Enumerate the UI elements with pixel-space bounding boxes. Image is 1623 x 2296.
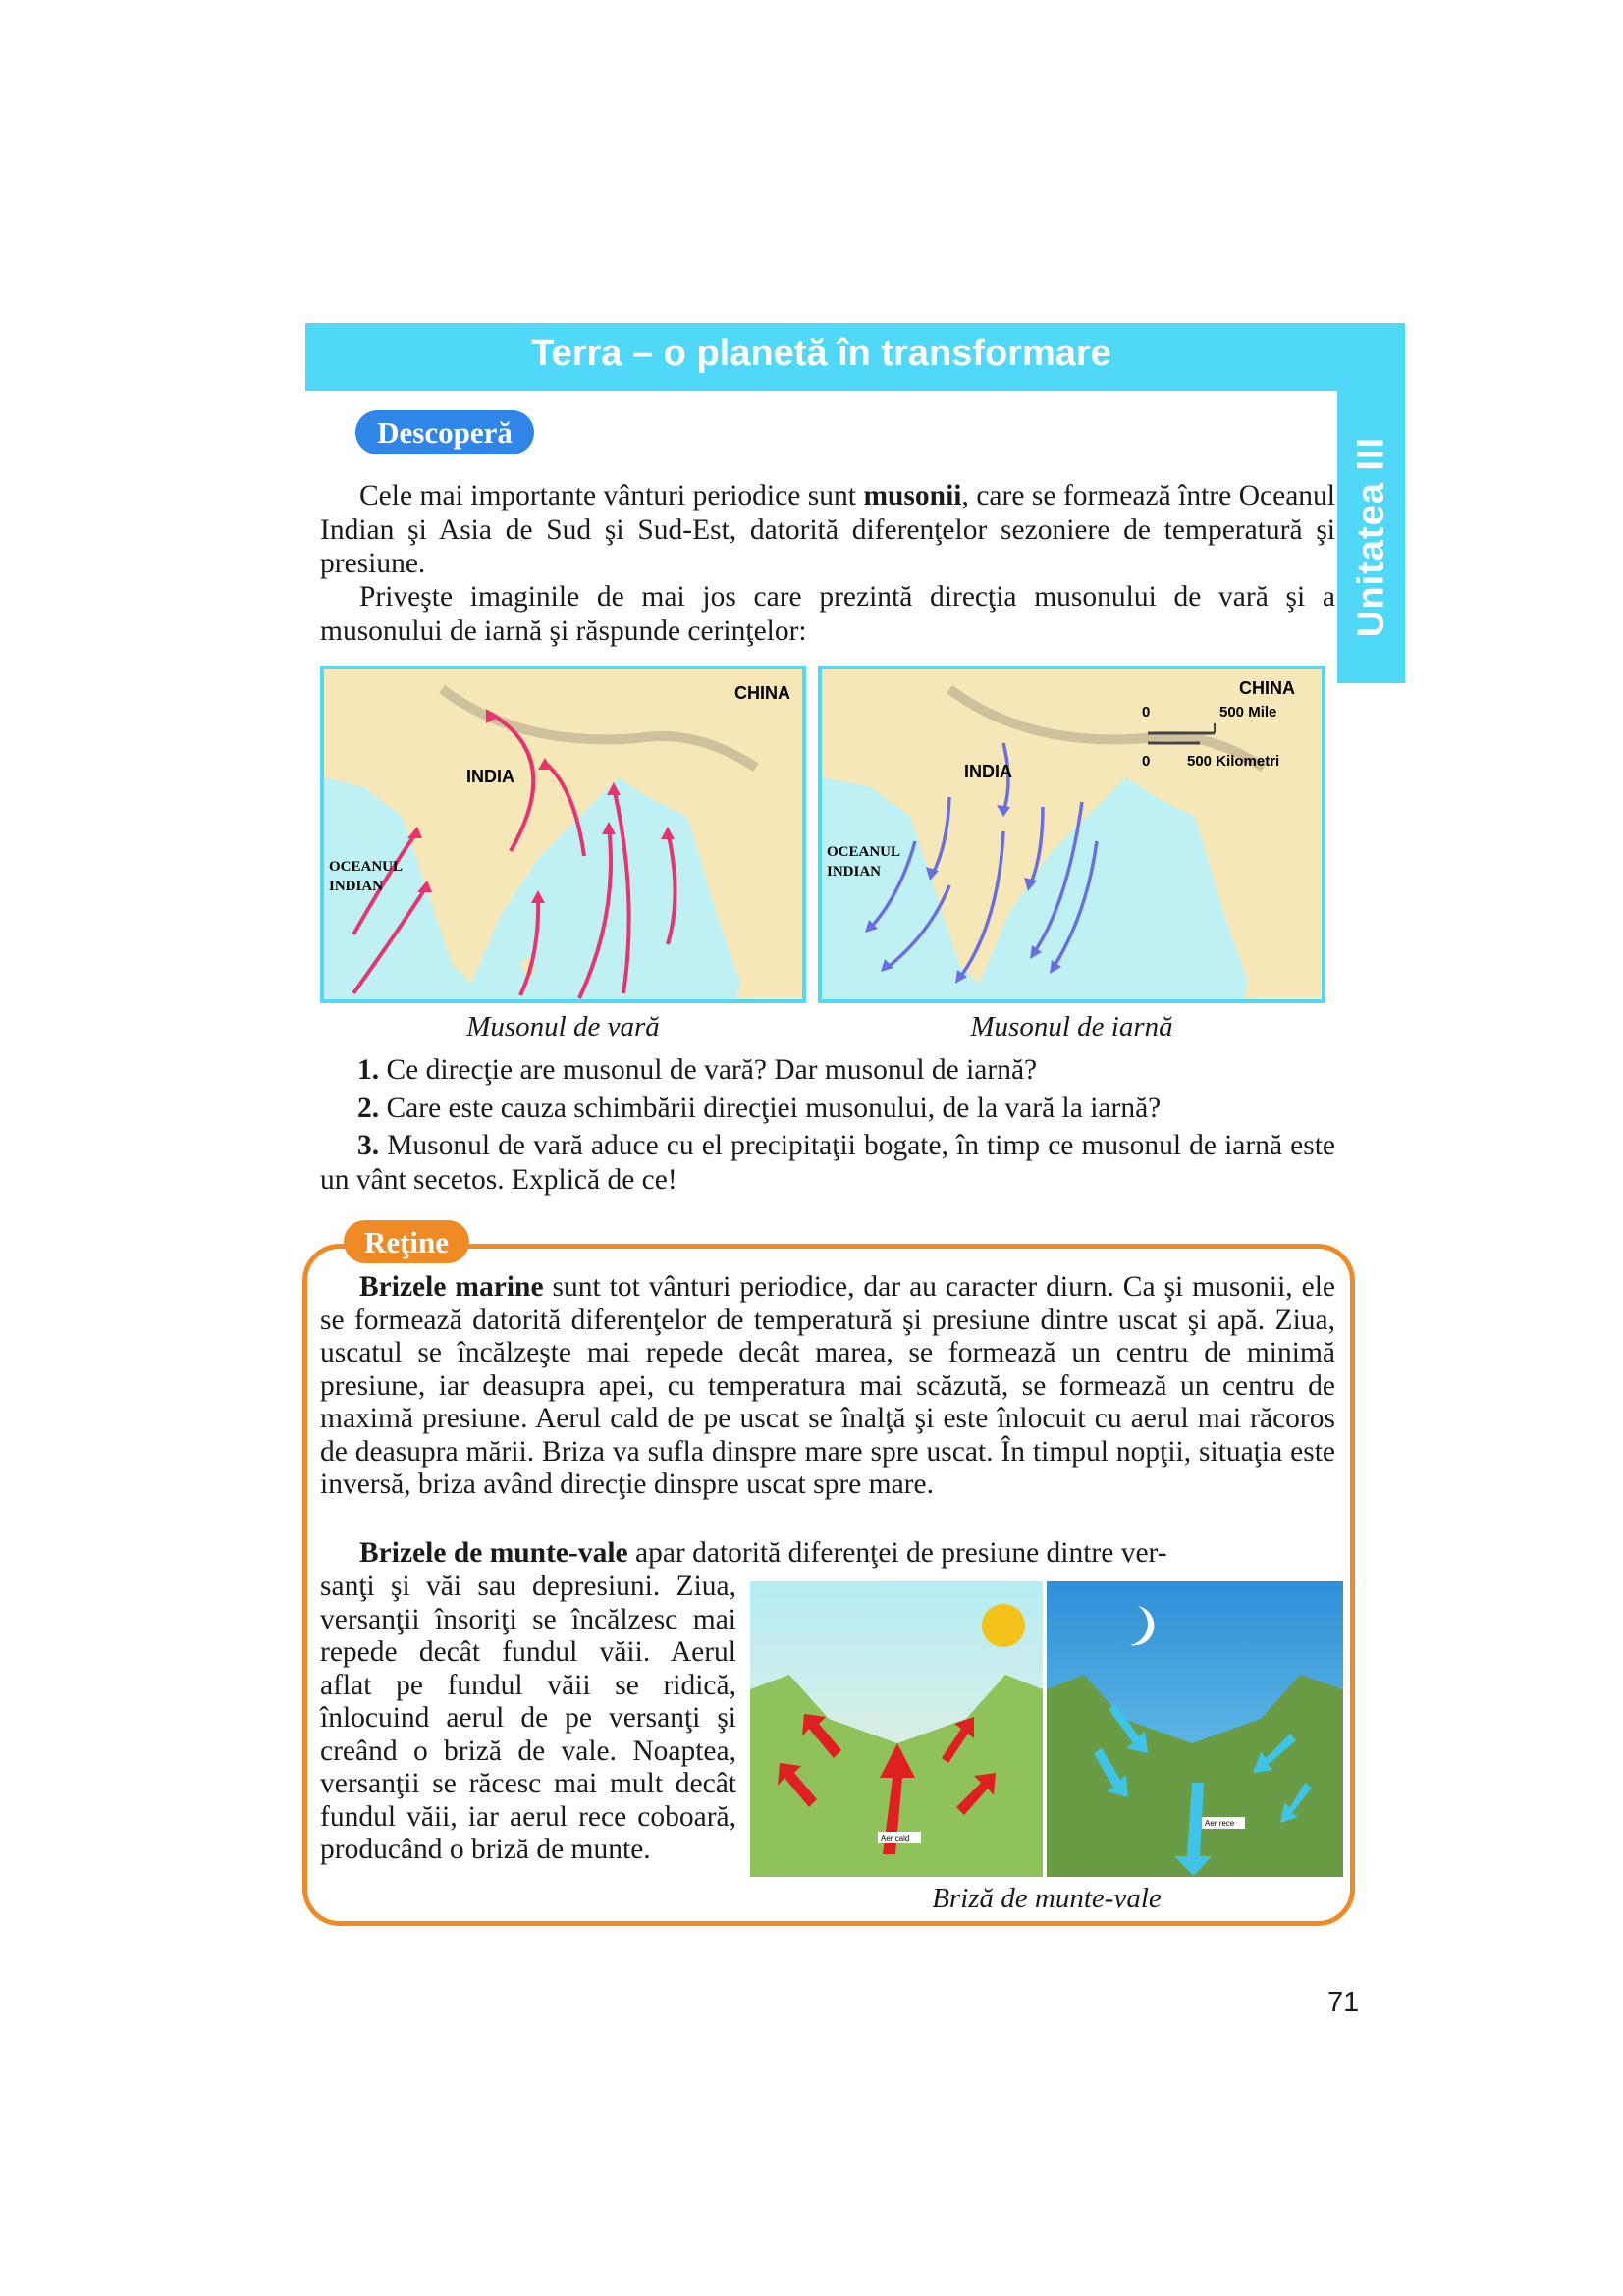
map-label-china: CHINA (734, 683, 790, 703)
question-list (320, 1053, 1335, 1197)
scale-zero: 0 (1142, 753, 1151, 770)
map-label-ocean-2: INDIAN (329, 879, 384, 894)
warm-air-label: Aer cald (881, 1834, 910, 1842)
sea-breeze-paragraph (320, 1271, 1335, 1502)
discover-badge: Descoperă (355, 410, 534, 454)
map-label-ocean: OCEANUL (329, 859, 404, 875)
chapter-header (305, 323, 1405, 391)
scale-miles: 500 Mile (1219, 704, 1277, 721)
remember-badge: Reţine (344, 1220, 469, 1263)
map-label-ocean-2: INDIAN (827, 864, 882, 880)
winter-map-caption: Musonul de iarnă (970, 1011, 1173, 1042)
winter-monsoon-map (818, 666, 1325, 1003)
valley-image-caption: Briză de munte-vale (932, 1883, 1162, 1914)
map-label-ocean: OCEANUL (827, 844, 901, 860)
question-3 (320, 1129, 1335, 1197)
term-musonii: musonii (863, 480, 962, 511)
unit-tab (1337, 391, 1405, 683)
mountain-breeze-paragraph: sanţi şi văi sau depresiuni. Ziua, versanţii însoriţi se încălzesc mai repede decât fundul văii. Aerul aflat pe fundul văii se ridică, înlocuind aerul de pe versanţi şi creând o briză de vale. Noaptea, versanţii se răcesc mai mult decât fundul văii, iar aerul rece coboară, producând o briză de munte. (320, 1571, 736, 1865)
map-label-india: INDIA (964, 762, 1012, 781)
mountain-breeze-lead (320, 1537, 1335, 1571)
text: Cele mai importante vânturi periodice sunt (359, 480, 864, 511)
text: apar datorită diferenţei de presiune dintre ver- (627, 1537, 1167, 1569)
text: sunt tot vânturi periodice, dar au caracter diurn. Ca şi musonii, ele se formează datorită diferenţelor de temperatură şi presiune dintre uscat şi apă. Ziua, uscatul se încălzeşte mai repede decât marea, se formează un centru de minimă presiune, iar deasupra apei, cu temperatura mai scăzută, se formează un centru de maximă presiune. Aerul cald de pe uscat se înalţă şi este înlocuit cu aerul mai răcoros de deasupra mării. Briza va sufla dinspre mare spre uscat. În timpul nopţii, situaţia este inversă, briza având direcţie dinspre uscat spre mare. (320, 1271, 1335, 1500)
chapter-title: Terra – o planetă în transformare (531, 333, 1111, 374)
scale-zero: 0 (1142, 704, 1151, 721)
scale-km: 500 Kilometri (1187, 753, 1280, 770)
question-text: Musonul de vară aduce cu el precipitaţii bogate, în timp ce musonul de iarnă este un vânt secetos. Explică de ce! (320, 1130, 1335, 1196)
sun-icon (982, 1604, 1025, 1647)
intro-paragraph (320, 479, 1335, 581)
question-number: 1. (357, 1054, 380, 1086)
instruction-paragraph: Priveşte imaginile de mai jos care prezintă direcţia musonului de vară şi a musonului de iarnă şi răspunde cerinţelor: (320, 581, 1335, 647)
map-label-india: INDIA (466, 767, 514, 786)
mountain-valley-breeze-image (750, 1581, 1343, 1877)
summer-map-caption: Musonul de vară (466, 1011, 660, 1042)
term-mountain-breeze: Brizele de munte-vale (359, 1537, 628, 1569)
question-text: Care este cauza schimbării direcţiei musonului, de la vară la iarnă? (386, 1092, 1162, 1124)
page-number: 71 (1327, 1987, 1360, 2018)
map-label-china: CHINA (1239, 678, 1295, 698)
term-sea-breeze: Brizele marine (359, 1271, 544, 1303)
text: , care se formează între Oceanul Indian şi Asia de Sud şi Sud-Est, datorită diferenţelor sezoniere de temperatură şi presiune. (320, 480, 1335, 579)
question-number: 2. (357, 1092, 380, 1124)
summer-monsoon-map (320, 666, 806, 1003)
unit-tab-label: Unitatea III (1350, 436, 1391, 638)
question-text: Ce direcţie are musonul de vară? Dar musonul de iarnă? (386, 1054, 1038, 1086)
cool-air-label: Aer rece (1205, 1819, 1235, 1828)
question-1 (320, 1053, 1335, 1088)
question-number: 3. (357, 1130, 380, 1161)
question-2 (320, 1092, 1335, 1126)
